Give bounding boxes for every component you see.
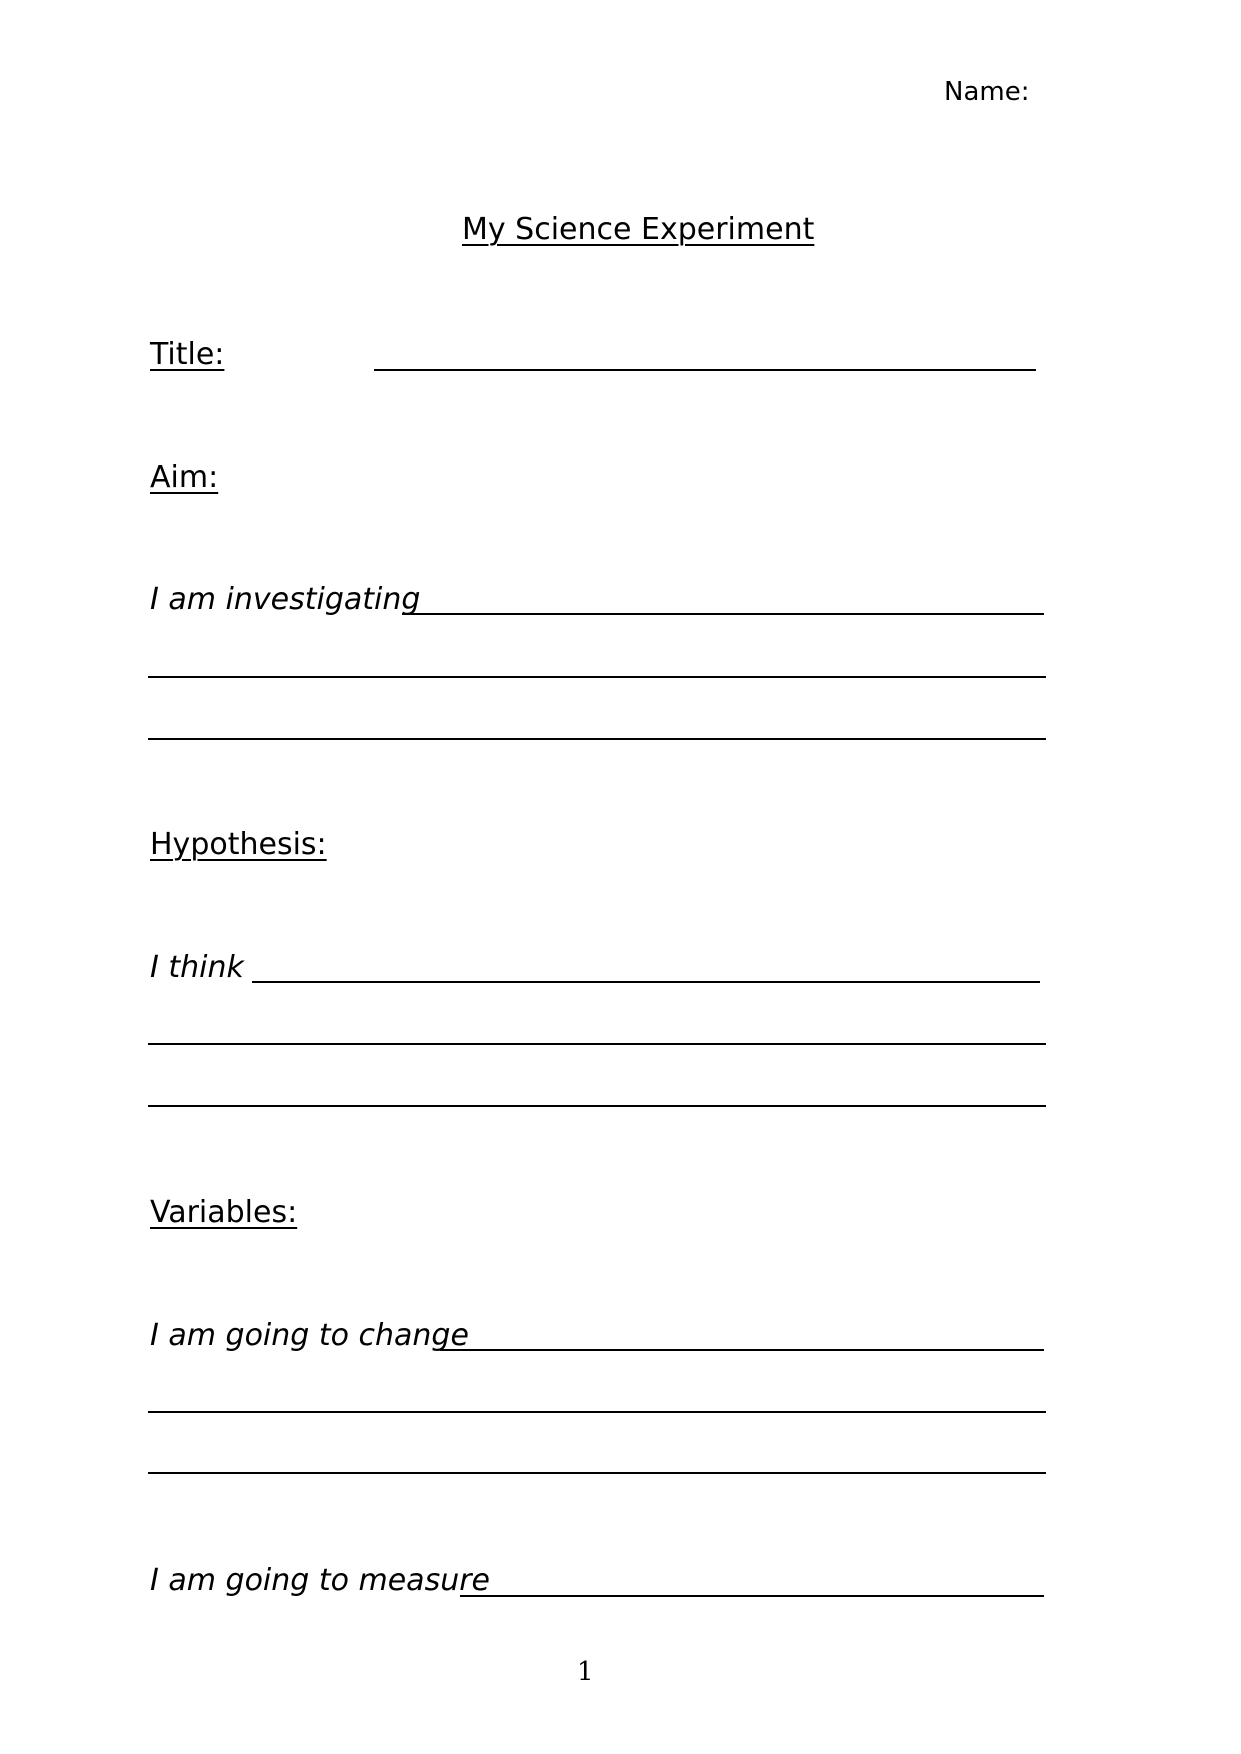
change-answer-line-3[interactable] [148,1472,1046,1474]
hypothesis-answer-line-2[interactable] [148,1043,1046,1045]
hypothesis-label: Hypothesis: [150,827,327,862]
hypothesis-prompt: I think [150,950,244,985]
measure-prompt: I am going to measure [150,1563,491,1598]
hypothesis-answer-line-1[interactable] [252,981,1040,983]
change-answer-line-2[interactable] [148,1411,1046,1413]
change-answer-line-1[interactable] [440,1349,1044,1351]
page-title: My Science Experiment [462,212,815,247]
page-number: 1 [577,1657,594,1687]
aim-answer-line-1[interactable] [402,613,1044,615]
aim-answer-line-2[interactable] [148,676,1046,678]
aim-label: Aim: [150,460,219,495]
title-label: Title: [150,337,225,372]
change-prompt: I am going to change [150,1318,469,1353]
name-label: Name: [944,77,1030,107]
aim-answer-line-3[interactable] [148,738,1046,740]
variables-label: Variables: [150,1195,298,1230]
measure-answer-line-1[interactable] [460,1595,1044,1597]
title-answer-line[interactable] [374,369,1036,371]
hypothesis-answer-line-3[interactable] [148,1105,1046,1107]
aim-prompt: I am investigating [150,582,421,617]
